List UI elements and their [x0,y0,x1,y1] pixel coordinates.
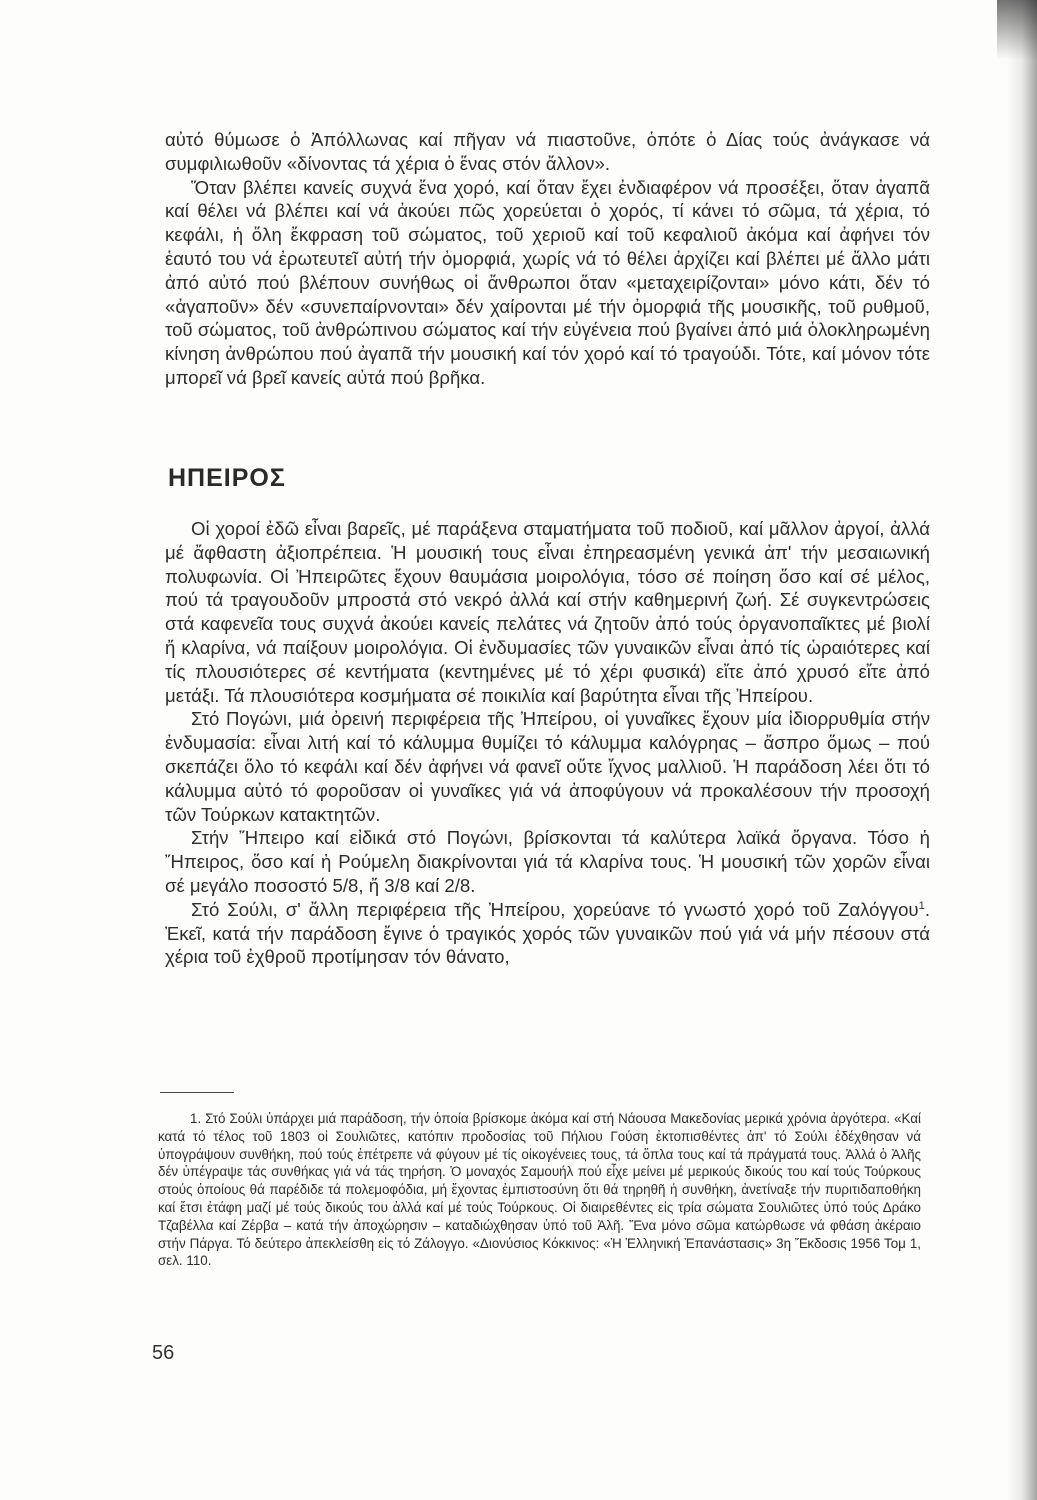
section-paragraph-1: Οἱ χοροί ἐδῶ εἶναι βαρεῖς, μέ παράξενα σταματήματα τοῦ ποδιοῦ, καί μᾶλλον ἀργοί, ἀλλά μέ ἄφθαστη ἀξιοπρέπεια. Ἡ μουσική τους εἶναι ἐπηρεασμένη γενικά ἀπ' τήν μεσαιωνική πολυφωνία. Οἱ Ἠπειρῶτες ἔχουν θαυμάσια μοιρολόγια, τόσο σέ ποίηση ὅσο καί σέ μέλος, πού τά τραγουδοῦν μπροστά στό νεκρό ἀλλά καί στήν καθημερινή ζωή. Σέ συγκεντρώσεις στά καφενεῖα τους συχνά ἀκούει κανείς πελάτες νά ζητοῦν ἀπό τούς ὀργανοπαῖκτες μέ βιολί ἤ κλαρίνα, νά παίξουν μοιρολόγια. Οἱ ἐνδυμασίες τῶν γυναικῶν εἶναι ἀπό τίς ὡραιότερες καί τίς πλουσιότερες σέ κεντήματα (κεντημένες μέ τό χέρι φυσικά) εἴτε ἀπό χρυσό εἴτε ἀπό μετάξι. Τά πλουσιότερα κοσμήματα σέ ποικιλία καί βαρύτητα εἶναι τῆς Ἠπείρου. [165,518,930,706]
section-paragraph-2: Στό Πογώνι, μιά ὀρεινή περιφέρεια τῆς Ἠπείρου, οἱ γυναῖκες ἔχουν μία ἰδιορρυθμία στήν ἐνδυμασία: εἶναι λιτή καί τό κάλυμμα θυμίζει τό κάλυμμα καλόγρηας – ἄσπρο ὅμως – πού σκεπάζει ὅλο τό κεφάλι καί δέν ἀφήνει νά φανεῖ οὔτε ἴχνος μαλλιοῦ. Ἡ παράδοση λέει ὅτι τό κάλυμμα αὐτό τό φοροῦσαν οἱ γυναῖκες γιά νά ἀποφύγουν νά προκαλέσουν τήν προσοχή τῶν Τούρκων κατακτητῶν. [165,708,930,825]
footnote-divider [160,1092,234,1093]
page-corner-shadow [997,0,1037,60]
paragraph-4-end: . Ἐκεῖ, κατά τήν παράδοση ἔγινε ὁ τραγικός χορός τῶν γυναικῶν πού γιά νά μήν πέσουν στά χέρια τοῦ ἐχθροῦ προτίμησαν τόν θάνατο, [165,898,930,968]
paragraph-4-start: Στό Σούλι, σ' ἄλλη περιφέρεια τῆς Ἠπείρου, χορεύανε τό γνωστό χορό τοῦ Ζαλόγγου [191,898,919,920]
section-text-block [165,517,930,969]
section-paragraph-3: Στήν Ἤπειρο καί εἰδικά στό Πογώνι, βρίσκονται τά καλύτερα λαϊκά ὄργανα. Τόσο ἡ Ἤπειρος, ὅσο καί ἡ Ρούμελη διακρίνονται γιά τά κλαρίνα τους. Ἡ μουσική τῶν χορῶν εἶναι σέ μεγάλο ποσοστό 5/8, ἤ 3/8 καί 2/8. [165,827,930,896]
footnote-reference: 1 [918,899,925,912]
section-paragraph-4 [165,898,930,969]
footnote [158,1110,921,1270]
intro-text-block [165,128,930,390]
footnote-text: 1. Στό Σούλι ὑπάρχει μιά παράδοση, τήν ὁποία βρίσκομε ἀκόμα καί στή Νάουσα Μακεδονίας μερικά χρόνια ἀργότερα. «Καί κατά τό τέλος τοῦ 1803 οἱ Σουλιῶτες, κατόπιν προδοσίας τοῦ Πήλιου Γούση ἐκτοπισθέντες ἀπ' τό Σούλι ἐδέχθησαν νά ὑπογράψουν συνθήκη, πού τούς ἐπέτρεπε νά φύγουν μέ τίς οἰκογένειες τους, τά ὅπλα τους καί τά πράγματά τους. Ἀλλά ὁ Ἀλῆς δέν ὑπέγραψε τάς συνθήκας γιά νά τάς τηρήση. Ὁ μοναχός Σαμουήλ πού εἶχε μείνει μέ μερικούς δικούς του καί τούς Τούρκους στούς ὁποίους θά παρέδιδε τά πολεμοφόδια, μή ἔχοντας ἐμπιστοσύνη ὅτι θά τηρηθῆ ἡ συνθήκη, ἀνετίναξε τήν πυριτιδαποθήκη καί ἔτσι ἐτάφη μαζί μέ τούς δικούς του ἀλλά καί μέ τούς Τούρκους. Οἱ διαιρεθέντες εἰς τρία σώματα Σουλιῶτες ὑπό τούς Δράκο Τζαβέλλα καί Ζέρβα – κατά τήν ἀποχώρησιν – καταδιώχθησαν ὑπό τοῦ Ἀλῆ. Ἕνα μόνο σῶμα κατώρθωσε νά φθάση ἀκέραιο στήν Πάργα. Τό δεύτερο ἀπεκλείσθη εἰς τό Ζάλογγο. «Διονύσιος Κόκκινος: «Ἡ Ἑλληνική Ἐπανάστασις» 3η Ἔκδοσις 1956 Τομ 1, σελ. 110. [158,1111,921,1269]
intro-paragraph: Ὅταν βλέπει κανείς συχνά ἕνα χορό, καί ὅταν ἔχει ἐνδιαφέρον νά προσέξει, ὅταν ἀγαπᾶ καί θέλει νά βλέπει καί νά ἀκούει πῶς χορεύεται ὁ χορός, τί κάνει τό σῶμα, τά χέρια, τό κεφάλι, ἡ ὅλη ἔκφραση τοῦ σώματος, τοῦ χεριοῦ καί τοῦ κεφαλιοῦ ἀκόμα καί ἀφήνει τόν ἑαυτό του νά ἐρωτευτεῖ αὐτή τήν ὀμορφιά, χωρίς νά τό θέλει ἀρχίζει καί βλέπει μέ ἄλλο μάτι ἀπό αὐτό πού βλέπουν συνήθως οἱ ἄνθρωποι ὅταν «μεταχειρίζονται» μόνο κάτι, δέν τό «ἀγαποῦν» δέν «συνεπαίρνονται» δέν χαίρονται μέ τήν ὀμορφιά τῆς μουσικῆς, τοῦ ρυθμοῦ, τοῦ σώματος, τοῦ ἀνθρώπινου σώματος καί τήν εὐγένεια πού βγαίνει ἀπό μιά ὁλοκληρωμένη κίνηση ἀνθρώπου πού ἀγαπᾶ τήν μουσική καί τόν χορό καί τό τραγούδι. Τότε, καί μόνον τότε μπορεῖ νά βρεῖ κανείς αὐτά πού βρῆκα. [165,176,930,388]
page-number: 56 [152,1342,175,1364]
section-heading: ΗΠΕΙΡΟΣ [168,464,286,492]
continued-paragraph: αὐτό θύμωσε ὁ Ἀπόλλωνας καί πῆγαν νά πιαστοῦνε, ὁπότε ὁ Δίας τούς ἀνάγκασε νά συμφιλιωθοῦν «δίνοντας τά χέρια ὁ ἕνας στόν ἄλλον». [165,129,930,174]
page-edge-shadow [1007,0,1037,1500]
